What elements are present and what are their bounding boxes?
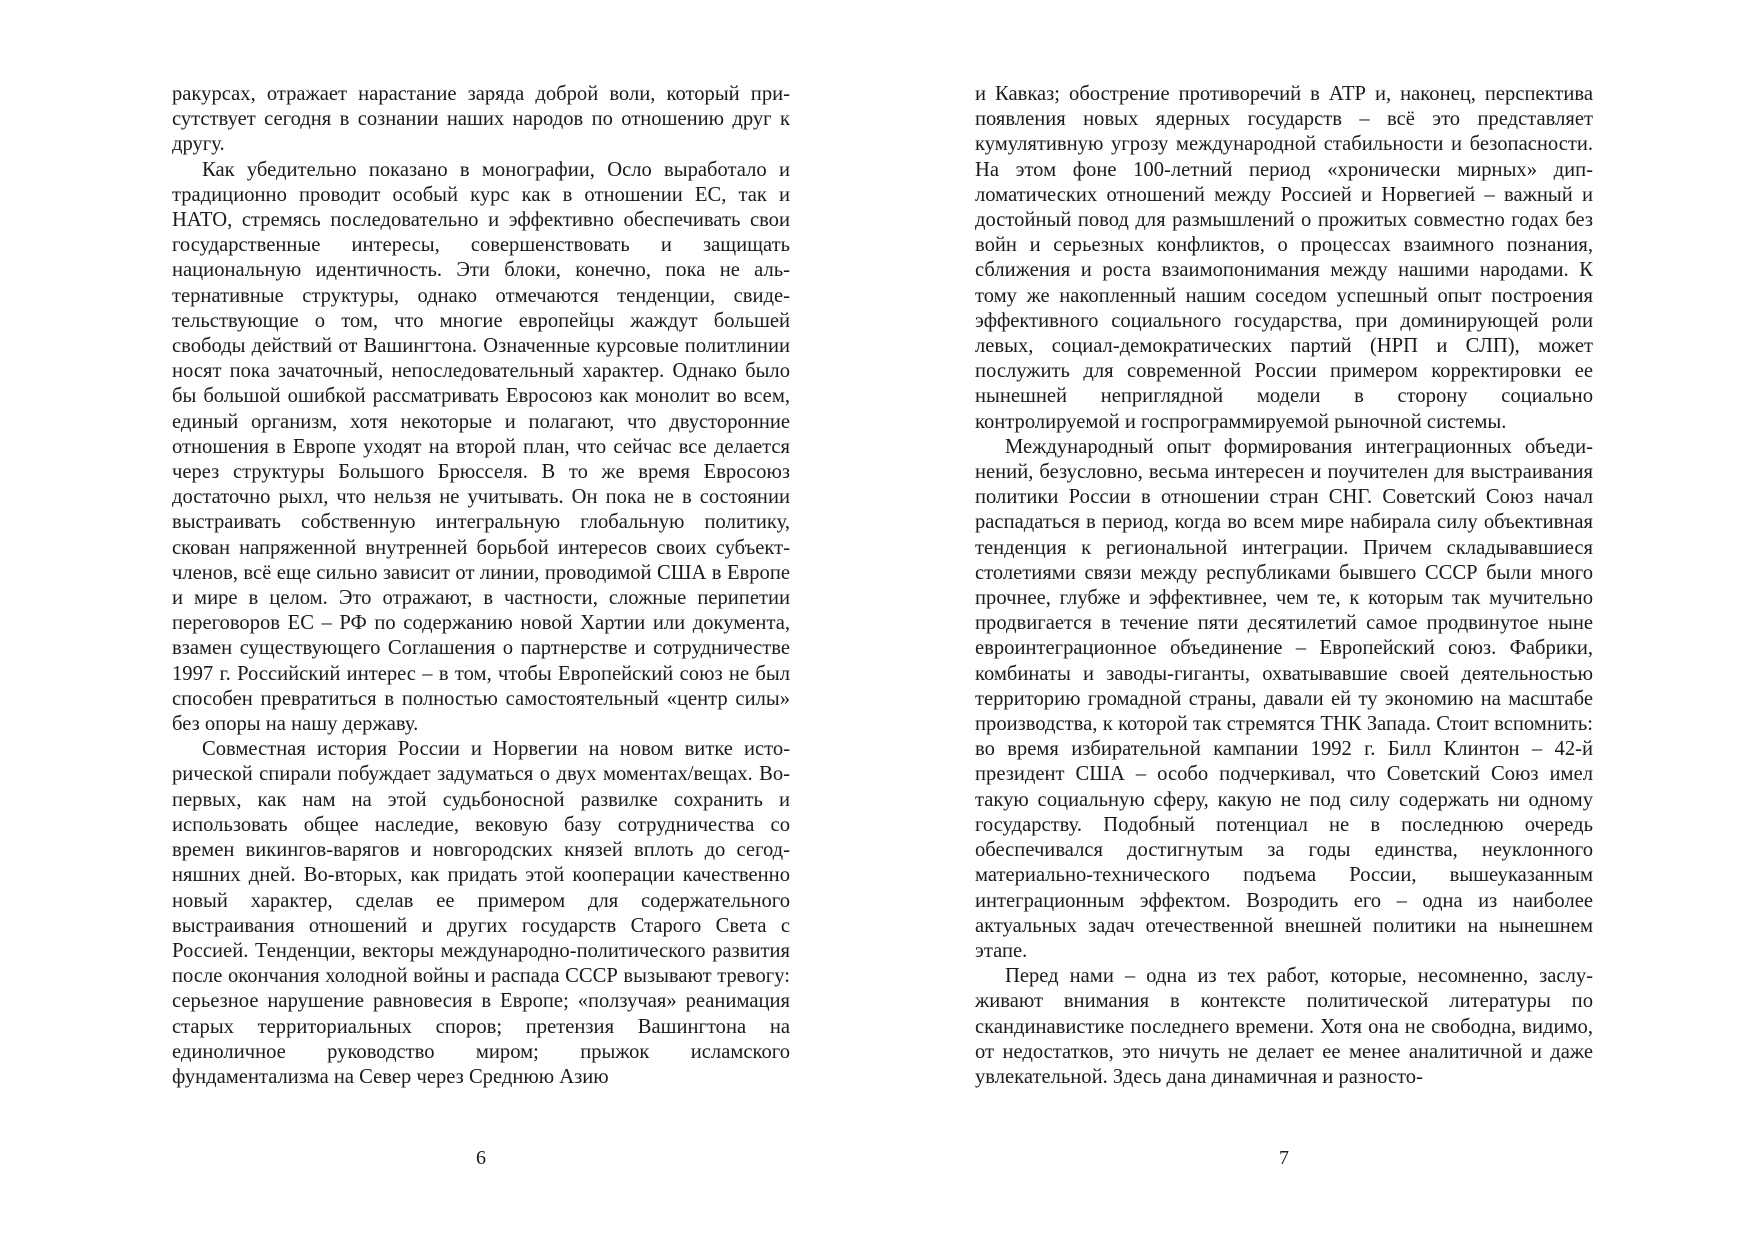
right-paragraph-2: Международный опыт формирования интеграционных объединений, безусловно, весьма интересен и поучителен для выстраивания политики России в отношении стран СНГ. Советский Союз начал распадаться в период, когда во всем мире набирала силу объективная тенденция к региональной интеграции. Причем складывавшиеся столетиями связи между республиками бывшего СССР были много прочнее, глубже и эффективнее, чем те, к которым так мучительно продвигается в течение пяти десятилетий самое продвинутое ныне евроинтеграционное объединение – Европейский союз. Фабрики, комбинаты и заводы-гиганты, охватывавшие своей деятельностью территорию громадной страны, давали ей ту экономию на масштабе производства, к которой так стремятся ТНК Запада. Стоит вспомнить: во время избирательной кампании 1992 г. Билл Клинтон – 42-й президент США – особо подчеркивал, что Советский Союз имел такую социальную сферу, какую не под силу содержать ни одному государству. Подобный потенциал не в последнюю очередь обеспечивался достигнутым за годы единства, неуклонного материально-технического подъема России, вышеуказанным интеграционным эффектом. Возродить его – одна из наиболее актуальных задач отечественной внешней политики на нынешнем этапе. [975,435,1593,962]
right-paragraph-3: Перед нами – одна из тех работ, которые, несомненно, заслуживают внимания в контексте политической литературы по скандинавистике последнего времени. Хотя она не свободна, видимо, от недостатков, это ничуть не делает ее менее аналитичной и даже увлекательной. Здесь дана динамичная и разносто- [975,965,1593,1088]
left-paragraph-3: Совместная история России и Норвегии на новом витке исторической спирали побуждает задуматься о двух моментах/вещах. Во-первых, как нам на этой судьбоносной развилке сохранить и использовать общее наследие, вековую базу сотрудничества со времен викингов-варягов и новгородских князей вплоть до сегодняшних дней. Во-вторых, как придать этой кооперации качественно новый характер, сделав ее примером для содержательного выстраивания отношений и других государств Старого Света с Россией. Тенденции, векторы международно-политического развития после окончания холодной войны и распада СССР вызывают тревогу: серьезное нарушение равновесия в Европе; «ползучая» реанимация старых территориальных споров; претензия Вашингтона на единоличное руководство миром; прыжок исламского фундаментализма на Север через Среднюю Азию [172,738,790,1088]
left-paragraph-1: ракурсах, отражает нарастание заряда доброй воли, который присутствует сегодня в сознании наших народов по отношению друг к другу. [172,83,790,156]
left-paragraph-2: Как убедительно показано в монографии, Осло выработало и традиционно проводит особый курс как в отношении ЕС, так и НАТО, стремясь последовательно и эффективно обеспечивать свои государственные интересы, совершенствовать и защищать национальную идентичность. Эти блоки, конечно, пока не альтернативные структуры, однако отмечаются тенденции, свидетельствующие о том, что многие европейцы жаждут большей свободы действий от Вашингтона. Означенные курсовые политлинии носят пока зачаточный, непоследовательный характер. Однако было бы большой ошибкой рассматривать Евросоюз как монолит во всем, единый организм, хотя некоторые и полагают, что двусторонние отношения в Европе уходят на второй план, что сейчас все делается через структуры Большого Брюсселя. В то же время Евросоюз достаточно рыхл, что нельзя не учитывать. Он пока не в состоянии выстраивать собственную интегральную глобальную политику, скован напряженной внутренней борьбой интересов своих субъект-членов, всё еще сильно зависит от линии, проводимой США в Европе и мире в целом. Это отражают, в частности, сложные перипетии переговоров ЕС – РФ по содержанию новой Хартии или документа, взамен существующего Соглашения о партнерстве и сотрудничестве 1997 г. Российский интерес – в том, чтобы Европейский союз не был способен превратиться в полностью самостоятельный «центр силы» без опоры на нашу державу. [172,158,790,736]
left-page [172,82,790,1090]
right-page-number: 7 [1279,1147,1289,1169]
right-paragraph-1: и Кавказ; обострение противоречий в АТР и, наконец, перспектива появления новых ядерных государств – всё это представляет кумулятивную угрозу международной стабильности и безопасности. На этом фоне 100-летний период «хронически мирных» дипломатических отношений между Россией и Норвегией – важный и достойный повод для размышлений о прожитых совместно годах без войн и серьезных конфликтов, о процессах взаимного познания, сближения и роста взаимопонимания между нашими народами. К тому же накопленный нашим соседом успешный опыт построения эффективного социального государства, при доминирующей роли левых, социал-демократических партий (НРП и СЛП), может послужить для современной России примером корректировки ее нынешней неприглядной модели в сторону социально контролируемой и госпрограммируемой рыночной системы. [975,83,1593,433]
left-page-number: 6 [476,1147,486,1169]
right-page [975,82,1593,1090]
